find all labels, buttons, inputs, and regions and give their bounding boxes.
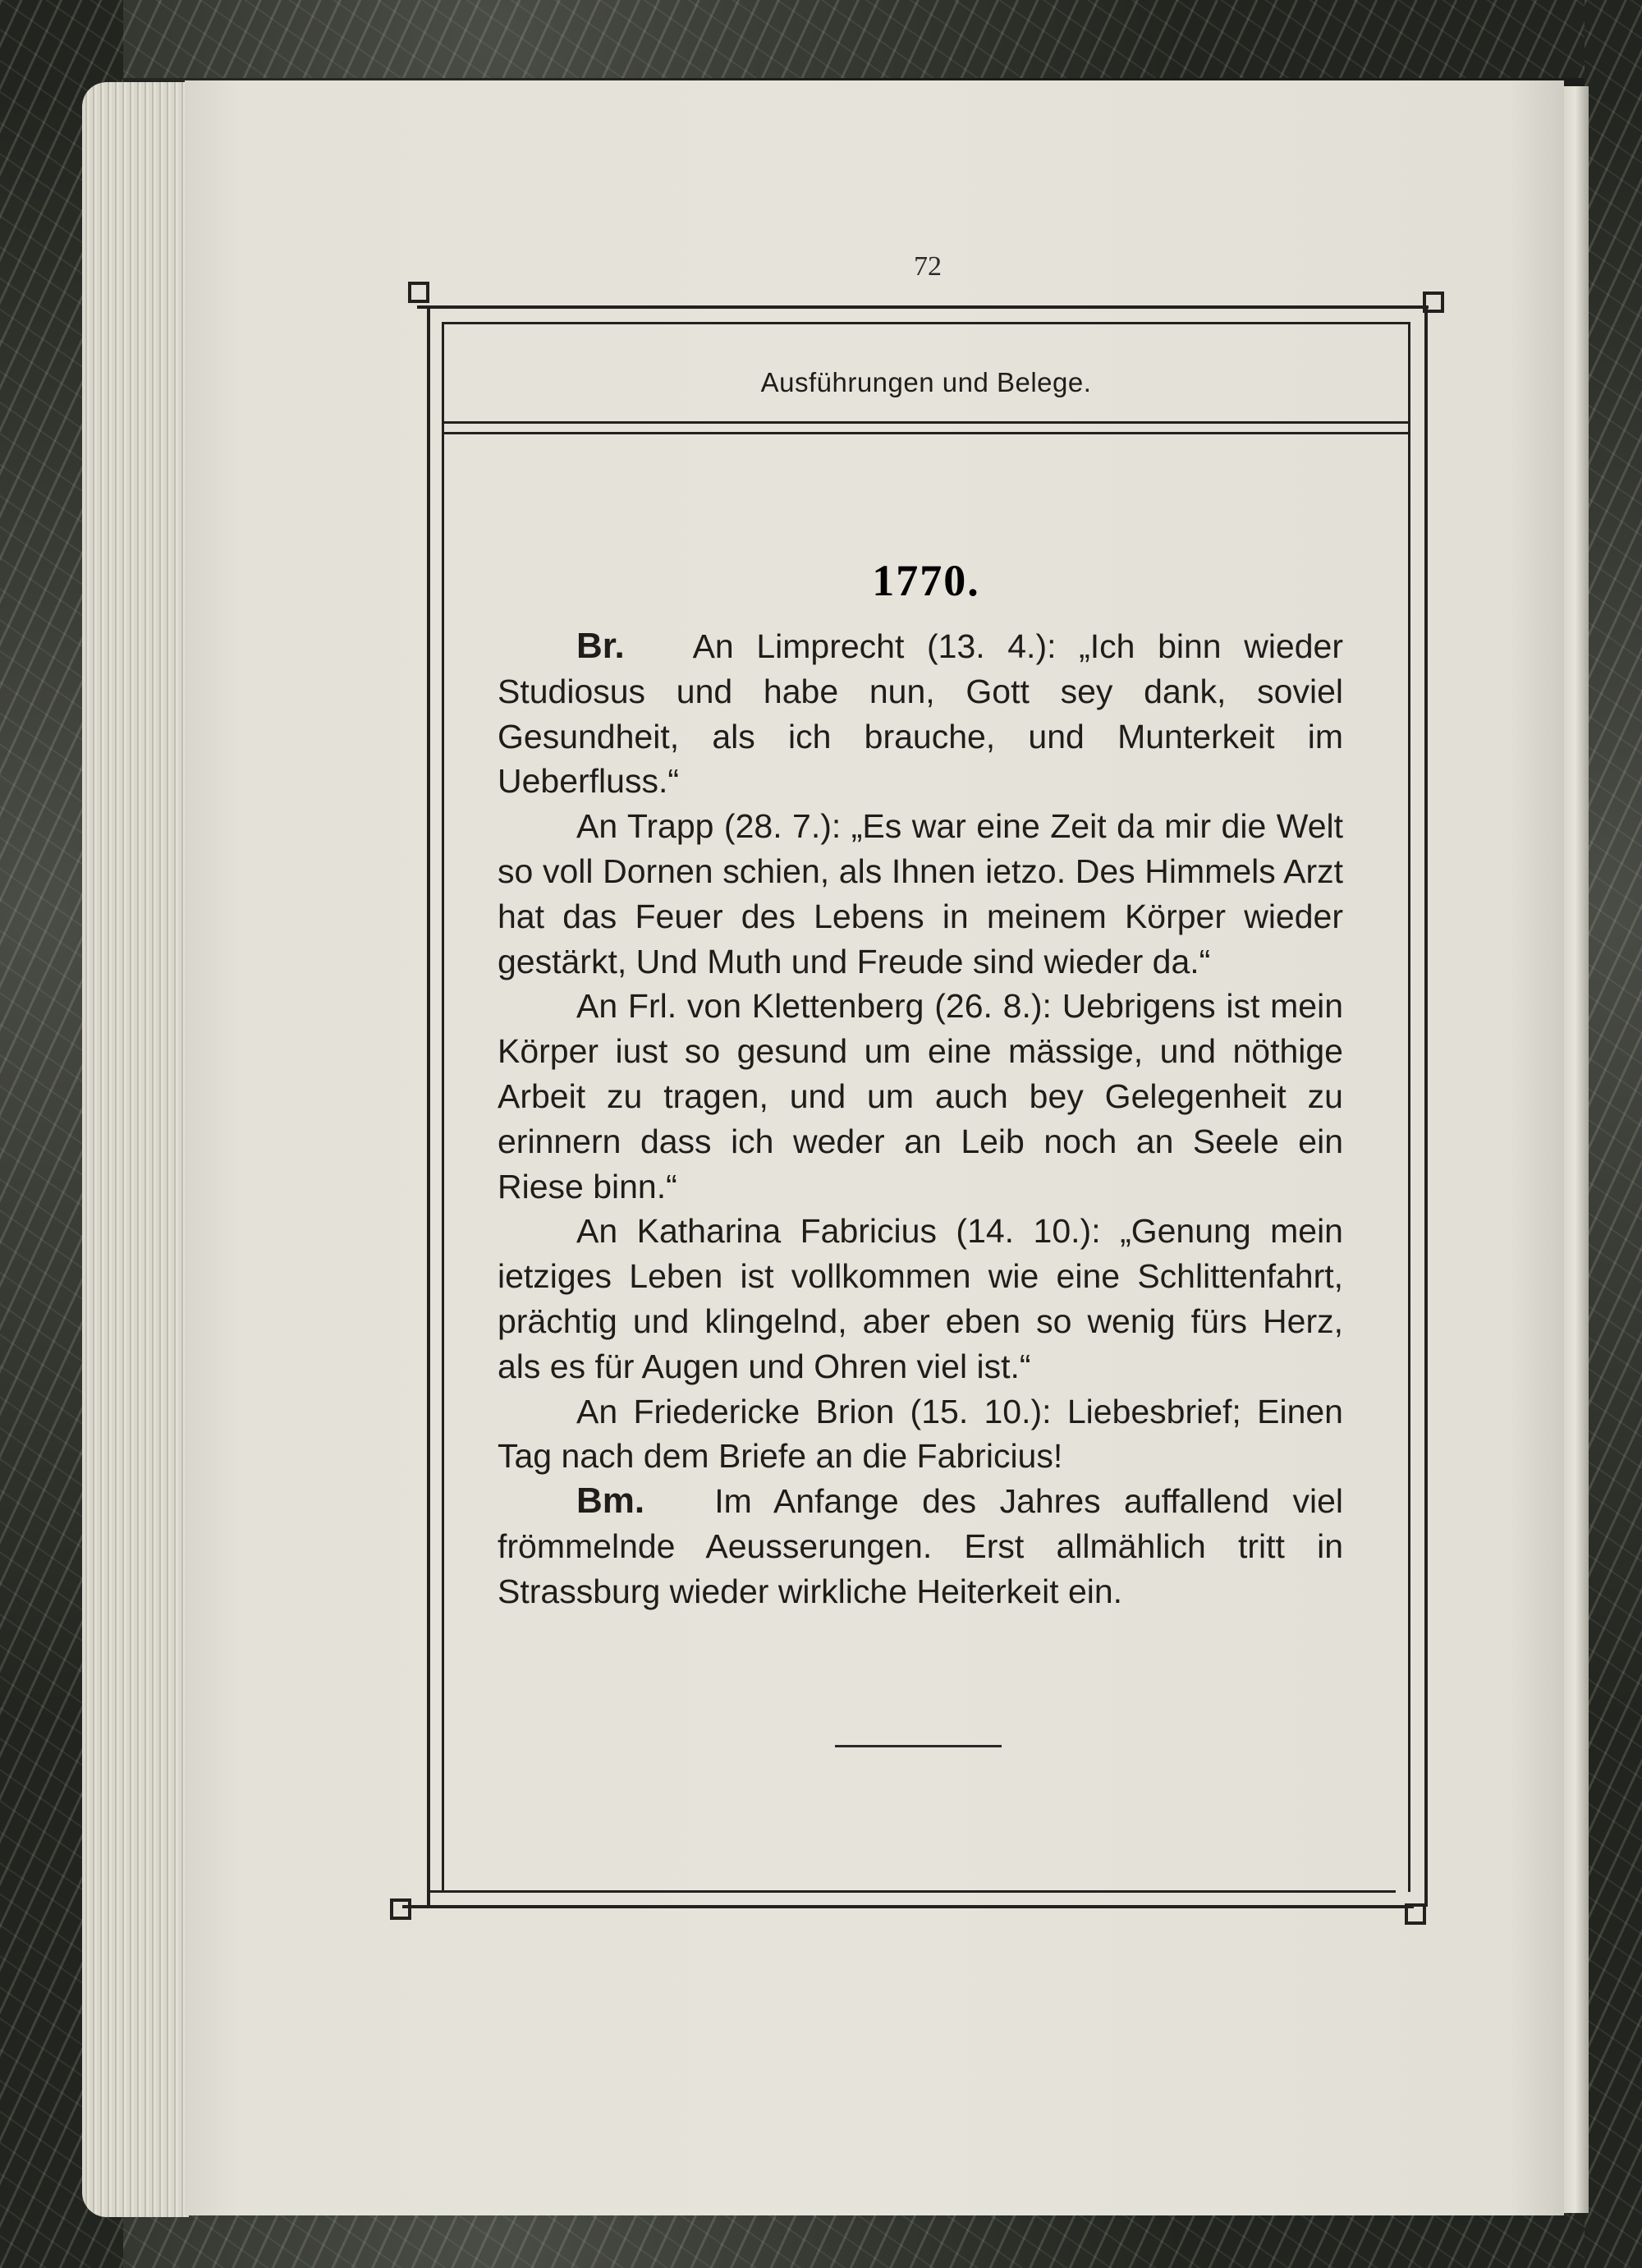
corner-square-bottom-right [1405, 1903, 1426, 1925]
body-box-top-line [442, 432, 1410, 434]
corner-square-bottom-left [390, 1898, 411, 1920]
source-tag: Bm. [576, 1481, 645, 1522]
frame-bottom-outer-line [402, 1905, 1414, 1908]
corner-square-top-left [408, 282, 429, 303]
entry-text: An Limprecht (13. 4.): „Ich binn wieder Studiosus und habe nun, Gott sey dank, soviel Gesundheit, als ich brauche, und Munterkeit im Ueberfluss.“ [498, 627, 1343, 801]
entry-paragraph [498, 624, 1343, 804]
marbled-cover-top [0, 0, 1642, 78]
frame-bottom-inner-line [427, 1890, 1396, 1893]
entry-text: An Frl. von Klettenberg (26. 8.): Uebrigens ist mein Körper iust so gesund um eine mässige, und nöthige Arbeit zu tragen, und um auch bey Gelegenheit zu erinnern dass ich weder an Leib noch an Seele ein Riese binn.“ [498, 987, 1343, 1205]
marbled-cover-right [1585, 0, 1642, 2268]
running-head: Ausführungen und Belege. [760, 367, 1092, 397]
entry-paragraph [498, 984, 1343, 1209]
entry-text: An Katharina Fabricius (14. 10.): „Genung mein ietziges Leben ist vollkommen wie eine Schlittenfahrt, prächtig und klingelnd, aber eben so wenig fürs Herz, als es für Augen und Ohren viel ist.“ [498, 1212, 1343, 1385]
corner-square-top-right [1423, 292, 1444, 313]
frame-left-outer-line [427, 305, 430, 1907]
end-rule [835, 1745, 1002, 1747]
frame-right-outer-line [1424, 305, 1428, 1907]
source-tag: Br. [576, 626, 625, 666]
marbled-cover-bottom [0, 2209, 1642, 2268]
page-stack-edges [82, 82, 189, 2217]
frame-top-inner-line [442, 322, 1410, 324]
entry-text: An Trapp (28. 7.): „Es war eine Zeit da mir die Welt so voll Dornen schien, als Ihnen ietzo. Des Himmels Arzt hat das Feuer des Lebens in meinem Körper wieder gestärkt, Und Muth und Freude sind wieder da.“ [498, 807, 1343, 980]
page-number: 72 [914, 251, 942, 282]
entry-text: An Friedericke Brion (15. 10.): Liebesbrief; Einen Tag nach dem Briefe an die Fabricius! [498, 1392, 1343, 1476]
header-box-bottom-line [442, 421, 1410, 424]
frame-top-outer-line [417, 305, 1429, 309]
entry-paragraph [498, 1479, 1343, 1614]
entry-paragraph [498, 804, 1343, 984]
entry-paragraph [498, 1209, 1343, 1389]
entry-paragraph [498, 1389, 1343, 1480]
entry-text: Im Anfange des Jahres auffallend viel frömmelnde Aeusserungen. Erst allmählich tritt in Strassburg wieder wirkliche Heiterkeit ein. [498, 1482, 1343, 1610]
body-text [498, 624, 1343, 1614]
section-year-heading: 1770. [872, 556, 980, 605]
